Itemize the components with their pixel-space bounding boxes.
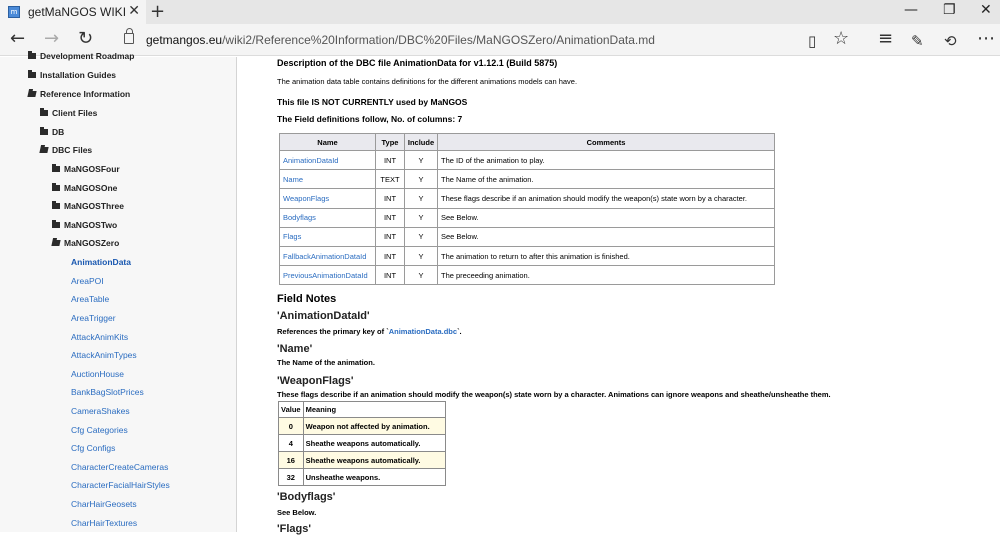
sidebar-item-label: MaNGOSTwo xyxy=(64,220,118,230)
sidebar-item-db[interactable] xyxy=(40,127,64,137)
note-text-before: References the primary key of ` xyxy=(277,327,389,336)
table-row xyxy=(279,452,446,469)
folder-icon xyxy=(52,203,60,209)
field-include: Y xyxy=(405,208,438,227)
sidebar-item-development-roadmap[interactable] xyxy=(28,51,134,61)
field-include: Y xyxy=(405,151,438,170)
folder-icon xyxy=(52,185,60,191)
flag-meaning: Sheathe weapons automatically. xyxy=(303,452,445,469)
field-type: INT xyxy=(376,266,405,285)
field-type: TEXT xyxy=(376,170,405,189)
column-header-name: Name xyxy=(280,134,376,151)
table-row xyxy=(280,227,775,246)
field-include: Y xyxy=(405,227,438,246)
flag-meaning: Weapon not affected by animation. xyxy=(303,418,445,435)
sidebar-item-label: Reference Information xyxy=(40,89,131,99)
sidebar-item-reference-information[interactable] xyxy=(28,89,130,99)
sidebar-item-client-files[interactable] xyxy=(40,108,97,118)
sidebar-link-cfg-categories[interactable]: Cfg Categories xyxy=(71,425,128,435)
table-row xyxy=(279,418,446,435)
sidebar-item-label: MaNGOSZero xyxy=(64,238,120,248)
sidebar-item-label: MaNGOSThree xyxy=(64,201,124,211)
field-type: INT xyxy=(376,208,405,227)
field-comment: The Name of the animation. xyxy=(438,170,775,189)
table-row xyxy=(280,151,775,170)
sidebar-link-charhairgeosets[interactable]: CharHairGeosets xyxy=(71,499,137,509)
sidebar-link-charhairtextures[interactable]: CharHairTextures xyxy=(71,518,138,528)
sidebar-item-mangosone[interactable] xyxy=(52,183,117,193)
field-type: INT xyxy=(376,227,405,246)
flag-value: 4 xyxy=(279,435,304,452)
field-name-link[interactable]: FallbackAnimationDataId xyxy=(280,246,376,265)
sidebar-link-areapoi[interactable]: AreaPOI xyxy=(71,276,104,286)
note-text-weaponflags: These flags describe if an animation should modify the weapon(s) state worn by a character. Animations can ignore weapons and sheathe/unsheathe them. xyxy=(277,390,831,399)
field-definitions-table xyxy=(279,133,775,285)
field-include: Y xyxy=(405,266,438,285)
sidebar-item-label: MaNGOSOne xyxy=(64,183,118,193)
note-heading-flags: 'Flags' xyxy=(277,523,311,535)
sidebar-link-attackanimtypes[interactable]: AttackAnimTypes xyxy=(71,350,137,360)
sidebar-link-animationdata[interactable]: AnimationData xyxy=(71,257,131,267)
flag-meaning: Unsheathe weapons. xyxy=(303,469,445,486)
sidebar-item-mangoszero[interactable] xyxy=(52,238,119,248)
sidebar-link-auctionhouse[interactable]: AuctionHouse xyxy=(71,369,124,379)
note-heading-bodyflags: 'Bodyflags' xyxy=(277,491,336,503)
sidebar-item-label: DB xyxy=(52,127,65,137)
flag-meaning: Sheathe weapons automatically. xyxy=(303,435,445,452)
sidebar-divider xyxy=(236,57,237,532)
field-comment: The preceeding animation. xyxy=(438,266,775,285)
title-bar xyxy=(0,0,1000,24)
tab-title: getMaNGOS WIKI xyxy=(28,5,127,19)
sidebar-item-label: MaNGOSFour xyxy=(64,164,120,174)
field-notes-heading: Field Notes xyxy=(277,293,337,305)
site-favicon-icon: m xyxy=(8,6,20,18)
table-row xyxy=(279,469,446,486)
hub-menu-icon[interactable]: ≡ xyxy=(878,28,894,49)
table-row xyxy=(280,170,775,189)
sidebar-link-cfg-configs[interactable]: Cfg Configs xyxy=(71,443,116,453)
sidebar-item-mangosfour[interactable] xyxy=(52,164,120,174)
reading-view-icon[interactable]: ▯ xyxy=(808,32,817,50)
new-tab-icon[interactable]: + xyxy=(150,1,166,22)
weapon-flags-table xyxy=(278,401,446,486)
sidebar-item-dbc-files[interactable] xyxy=(40,145,92,155)
sidebar-link-charactercreatecameras[interactable]: CharacterCreateCameras xyxy=(71,462,169,472)
note-text-bodyflags: See Below. xyxy=(277,508,317,517)
note-text-name: The Name of the animation. xyxy=(277,358,375,367)
navigation-bar xyxy=(0,24,1000,56)
column-header-include: Include xyxy=(405,134,438,151)
field-name-link[interactable]: PreviousAnimationDataId xyxy=(280,266,376,285)
sidebar-item-label: DBC Files xyxy=(52,145,93,155)
column-header-value: Value xyxy=(279,402,304,418)
back-icon[interactable]: ← xyxy=(10,28,26,49)
field-name-link[interactable]: Name xyxy=(280,170,376,189)
note-text-animationdataid xyxy=(277,327,462,336)
description-text: The animation data table contains definitions for the different animations models can have. xyxy=(277,77,578,86)
folder-icon xyxy=(28,72,36,78)
note-heading-name: 'Name' xyxy=(277,343,313,355)
wiki-sidebar xyxy=(0,51,236,532)
field-include: Y xyxy=(405,246,438,265)
table-row xyxy=(280,266,775,285)
animationdata-dbc-link[interactable]: AnimationData.dbc xyxy=(388,327,458,336)
url-domain: getmangos.eu xyxy=(146,33,223,47)
table-header-row xyxy=(280,134,775,151)
more-icon[interactable]: ⋯ xyxy=(977,28,995,49)
sidebar-item-mangosthree[interactable] xyxy=(52,201,124,211)
window-close-icon[interactable]: ✕ xyxy=(980,2,992,18)
flag-value: 0 xyxy=(279,418,304,435)
minimize-icon[interactable]: — xyxy=(904,2,918,18)
forward-icon[interactable]: → xyxy=(44,28,60,49)
sidebar-item-mangostwo[interactable] xyxy=(52,220,117,230)
field-comment: The animation to return to after this animation is finished. xyxy=(438,246,775,265)
favorite-star-icon[interactable]: ☆ xyxy=(833,28,850,49)
sidebar-item-label: Client Files xyxy=(52,108,98,118)
note-text-after: `. xyxy=(457,327,462,336)
field-comment: The ID of the animation to play. xyxy=(438,151,775,170)
field-comment: These flags describe if an animation should modify the weapon(s) state worn by a character. xyxy=(438,189,775,208)
sidebar-link-areatable[interactable]: AreaTable xyxy=(71,294,110,304)
sidebar-item-label: Installation Guides xyxy=(40,70,117,80)
usage-status: This file IS NOT CURRENTLY used by MaNGOS xyxy=(277,97,468,107)
sidebar-link-bankbagslotprices[interactable]: BankBagSlotPrices xyxy=(71,387,144,397)
sidebar-item-label: Development Roadmap xyxy=(40,51,135,61)
browser-tab[interactable] xyxy=(0,0,146,24)
field-include: Y xyxy=(405,189,438,208)
lock-icon xyxy=(124,33,134,44)
folder-open-icon xyxy=(51,240,60,246)
refresh-icon[interactable]: ↻ xyxy=(78,28,94,49)
note-heading-weaponflags: 'WeaponFlags' xyxy=(277,375,354,387)
note-heading-animationdataid: 'AnimationDataId' xyxy=(277,310,370,322)
table-row xyxy=(280,246,775,265)
field-name-link[interactable]: Bodyflags xyxy=(280,208,376,227)
table-row xyxy=(280,208,775,227)
share-icon[interactable]: ⟲ xyxy=(944,32,957,50)
folder-icon xyxy=(28,53,36,59)
sidebar-link-attackanimkits[interactable]: AttackAnimKits xyxy=(71,332,129,342)
field-name-link[interactable]: WeaponFlags xyxy=(280,189,376,208)
flag-value: 32 xyxy=(279,469,304,486)
description-title: Description of the DBC file AnimationData for v1.12.1 (Build 5875) xyxy=(277,58,558,68)
web-note-icon[interactable]: ✎ xyxy=(911,32,924,50)
field-definitions-heading: The Field definitions follow, No. of columns: 7 xyxy=(277,114,463,124)
table-header-row xyxy=(279,402,446,418)
field-comment: See Below. xyxy=(438,227,775,246)
restore-icon[interactable]: ❐ xyxy=(943,2,956,18)
article-content xyxy=(277,57,997,535)
folder-open-icon xyxy=(39,147,48,153)
folder-open-icon xyxy=(27,91,36,97)
folder-icon xyxy=(40,110,48,116)
flag-value: 16 xyxy=(279,452,304,469)
field-type: INT xyxy=(376,189,405,208)
field-name-link[interactable]: AnimationDataId xyxy=(280,151,376,170)
folder-icon xyxy=(52,222,60,228)
folder-icon xyxy=(40,129,48,135)
field-comment: See Below. xyxy=(438,208,775,227)
column-header-comments: Comments xyxy=(438,134,775,151)
folder-icon xyxy=(52,166,60,172)
tab-close-icon[interactable]: ✕ xyxy=(128,3,140,19)
sidebar-item-installation-guides[interactable] xyxy=(28,70,116,80)
field-type: INT xyxy=(376,151,405,170)
table-row xyxy=(279,435,446,452)
address-bar[interactable] xyxy=(146,33,655,47)
sidebar-link-areatrigger[interactable]: AreaTrigger xyxy=(71,313,116,323)
sidebar-link-camerashakes[interactable]: CameraShakes xyxy=(71,406,130,416)
column-header-meaning: Meaning xyxy=(303,402,445,418)
url-path: /wiki2/Reference%20Information/DBC%20Files/MaNGOSZero/AnimationData.md xyxy=(222,33,655,47)
field-include: Y xyxy=(405,170,438,189)
column-header-type: Type xyxy=(376,134,405,151)
table-row xyxy=(280,189,775,208)
field-name-link[interactable]: Flags xyxy=(280,227,376,246)
field-type: INT xyxy=(376,246,405,265)
sidebar-link-characterfacialhairstyles[interactable]: CharacterFacialHairStyles xyxy=(71,480,170,490)
